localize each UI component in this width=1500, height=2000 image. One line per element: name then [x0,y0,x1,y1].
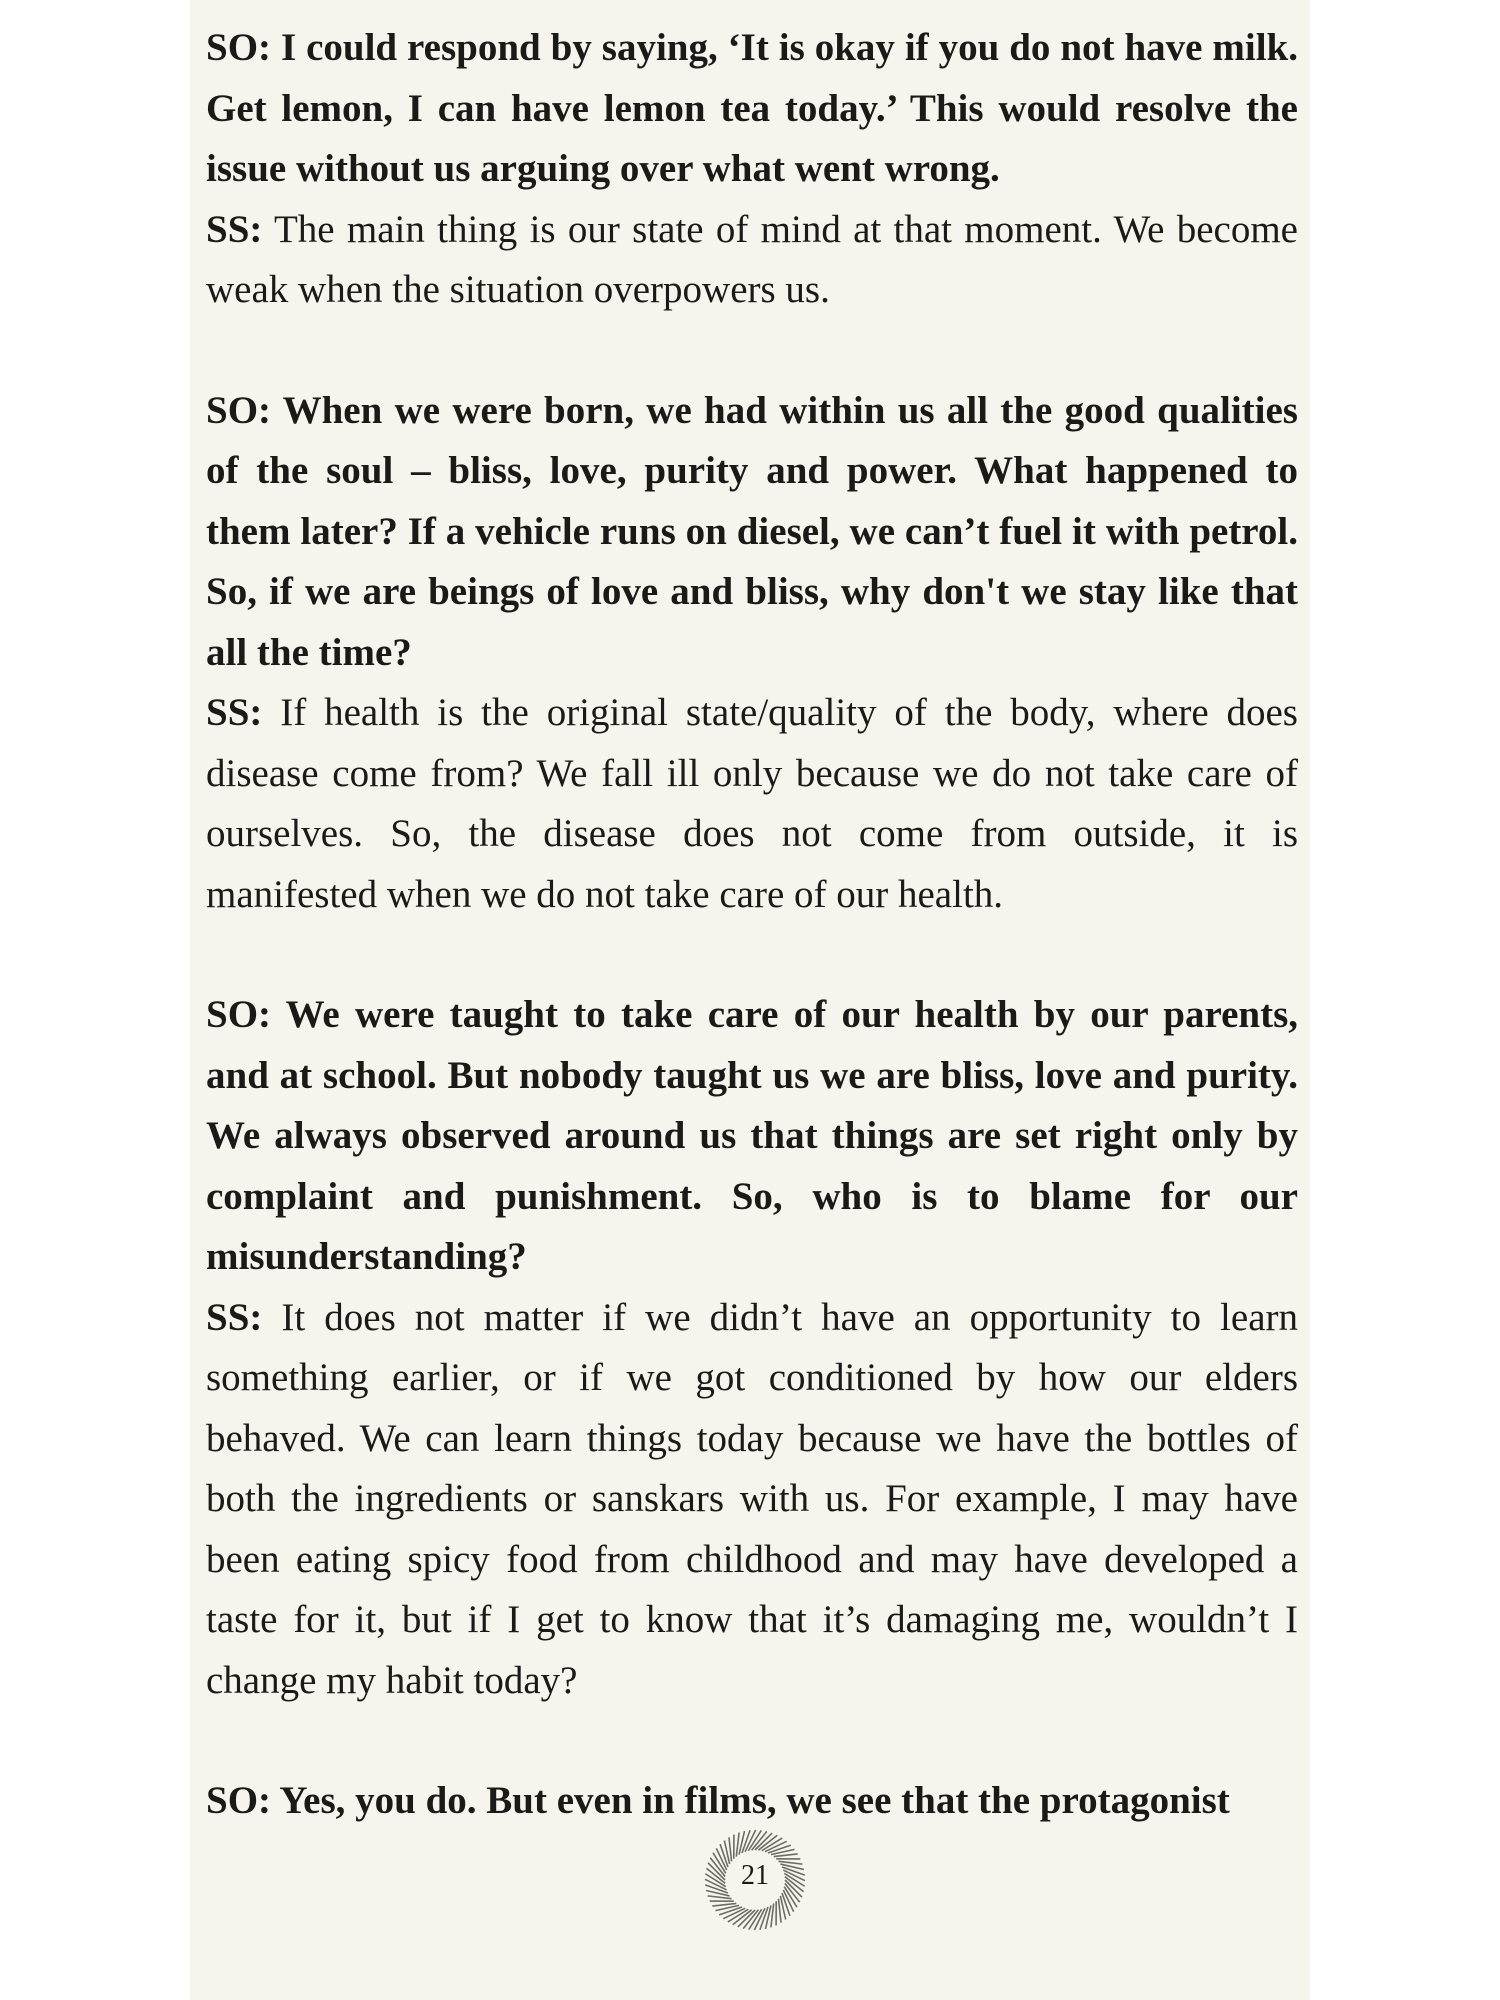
ss-answer-text: If health is the original state/quality of the body, where does disease come from? We fall ill only because we do not take care of ourselves. So, the disease does not come from outside, it is manifested when we do not take care of our health. [206,691,1298,916]
sunburst-ray [778,1899,781,1923]
page-footer [700,1828,810,1938]
ss-answer [206,1288,1298,1712]
ss-speaker-label: SS: [206,691,263,734]
paragraph-gap [206,1711,1298,1771]
so-question [206,18,1298,200]
sunburst-ray [765,1905,770,1928]
so-speaker-label: SO: [206,1779,272,1822]
sunburst-ray [712,1903,736,1906]
paragraph-gap [206,321,1298,381]
so-question-text: I could respond by saying, ‘It is okay if you do not have milk. Get lemon, I can have lemon tea today.’ This would resolve the issue without us arguing over what went wrong. [206,26,1298,190]
so-question [206,985,1298,1288]
ss-answer-text: It does not matter if we didn’t have an opportunity to learn something earlier, or if we got conditioned by how our elders behaved. We can learn things today because we have the bottles of both the ingredients or sanskars with us. For example, I may have been eating spicy food from childhood and may have developed a taste for it, but if I get to know that it’s damaging me, wouldn’t I change my habit today? [206,1295,1298,1702]
so-question-text: When we were born, we had within us all the good qualities of the soul – bliss, love, purity and power. What happened to them later? If a vehicle runs on diesel, we can’t fuel it with petrol. So, if we are beings of love and bliss, why don't we stay like that all the time? [206,388,1298,674]
page-number: 21 [741,1860,769,1891]
sunburst-ray [774,1854,798,1857]
so-speaker-label: SO: [206,993,272,1036]
so-question [206,381,1298,684]
ss-answer [206,683,1298,925]
sunburst-ray [729,1837,732,1861]
page-body [206,18,1298,1832]
so-question-text: We were taught to take care of our health by our parents, and at school. But nobody taught us we are bliss, love and purity. We always observed around us that things are set right only by complaint and punishment. So, who is to blame for our misunderstanding? [206,993,1298,1278]
so-question [206,1771,1298,1832]
ss-speaker-label: SS: [206,1295,263,1339]
ss-answer-text: The main thing is our state of mind at that moment. We become weak when the situation overpowers us. [206,207,1298,311]
sunburst-ray [739,1831,744,1854]
paragraph-gap [206,925,1298,985]
so-question-text: Yes, you do. But even in films, we see that the protagonist [271,1779,1230,1822]
so-speaker-label: SO: [206,388,272,432]
ss-speaker-label: SS: [206,207,263,251]
so-speaker-label: SO: [206,26,272,69]
ss-answer [206,200,1298,321]
